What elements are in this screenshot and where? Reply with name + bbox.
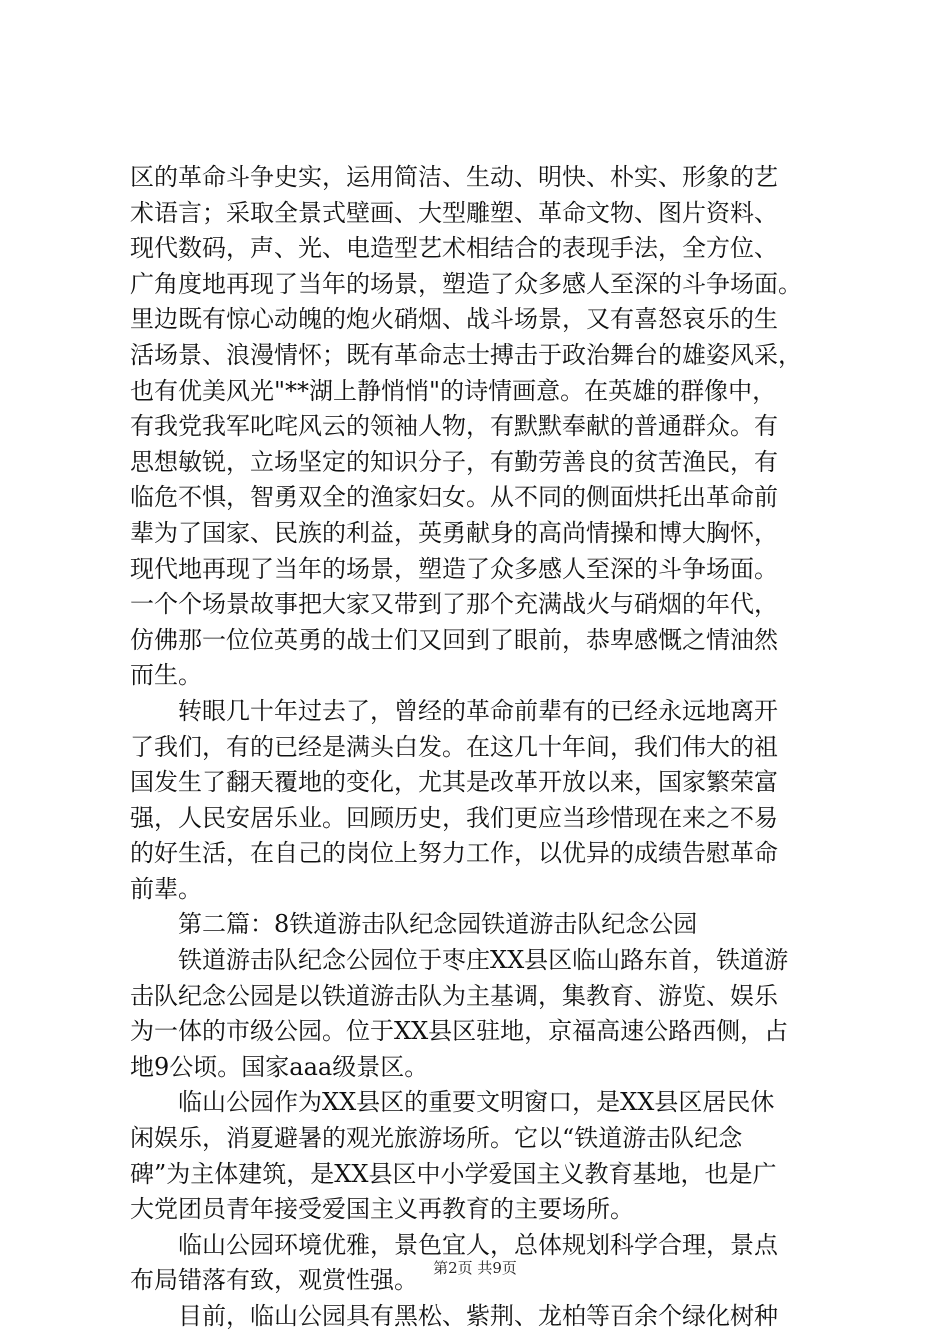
text-line: 现代地再现了当年的场景，塑造了众多感人至深的斗争场面。 — [130, 554, 778, 583]
text-line: 广角度地再现了当年的场景，塑造了众多感人至深的斗争场面。 — [130, 269, 802, 298]
text-line: 布局错落有致，观赏性强。 — [130, 1266, 418, 1295]
text-line: 大党团员青年接受爱国主义再教育的主要场所。 — [130, 1195, 634, 1224]
text-line: 的好生活，在自己的岗位上努力工作，以优异的成绩告慰革命 — [130, 839, 778, 868]
text-line: 击队纪念公园是以铁道游击队为主基调，集教育、游览、娱乐 — [130, 981, 778, 1010]
section-heading: 第二篇：8铁道游击队纪念园铁道游击队纪念公园 — [178, 910, 698, 939]
text-line: 地9公顷。国家aaa级景区。 — [130, 1052, 429, 1081]
text-line: 仿佛那一位位英勇的战士们又回到了眼前，恭卑感慨之情油然 — [130, 625, 778, 654]
text-line: 为一体的市级公园。位于XX县区驻地，京福高速公路西侧，占 — [130, 1017, 789, 1046]
text-line: 也有优美风光"**湖上静悄悄"的诗情画意。在英雄的群像中， — [130, 376, 777, 405]
text-line: 国发生了翻天覆地的变化，尤其是改革开放以来，国家繁荣富 — [130, 768, 778, 797]
text-line: 思想敏锐，立场坚定的知识分子，有勤劳善良的贫苦渔民，有 — [130, 447, 778, 476]
text-line: 辈为了国家、民族的利益，英勇献身的高尚情操和博大胸怀， — [130, 518, 778, 547]
paragraph-start-line: 临山公园环境优雅，景色宜人，总体规划科学合理，景点 — [178, 1230, 778, 1259]
text-line: 而生。 — [130, 661, 202, 690]
paragraph-start-line: 临山公园作为XX县区的重要文明窗口，是XX县区居民休 — [178, 1088, 775, 1117]
text-line: 里边既有惊心动魄的炮火硝烟、战斗场景，又有喜怒哀乐的生 — [130, 305, 778, 334]
body-text — [130, 160, 840, 1335]
paragraph-start-line: 铁道游击队纪念公园位于枣庄XX县区临山路东首，铁道游 — [178, 946, 789, 975]
text-line: 临危不惧，智勇双全的渔家妇女。从不同的侧面烘托出革命前 — [130, 483, 778, 512]
text-line: 了我们，有的已经是满头白发。在这几十年间，我们伟大的祖 — [130, 732, 778, 761]
text-line: 强，人民安居乐业。回顾历史，我们更应当珍惜现在来之不易 — [130, 803, 778, 832]
paragraph-start-line: 转眼几十年过去了，曾经的革命前辈有的已经永远地离开 — [178, 696, 778, 725]
text-line: 区的革命斗争史实，运用简洁、生动、明快、朴实、形象的艺 — [130, 163, 778, 191]
text-line: 闲娱乐，消夏避暑的观光旅游场所。它以“铁道游击队纪念 — [130, 1124, 743, 1153]
text-line: 活场景、浪漫情怀；既有革命志士搏击于政治舞台的雄姿风采， — [130, 340, 802, 369]
text-line: 术语言；采取全景式壁画、大型雕塑、革命文物、图片资料、 — [130, 198, 778, 227]
text-line: 碑”为主体建筑，是XX县区中小学爱国主义教育基地，也是广 — [130, 1159, 777, 1188]
page-number-footer: 第2页 共9页 — [433, 1259, 517, 1277]
paragraph-start-line: 目前，临山公园具有黑松、紫荆、龙柏等百余个绿化树种 — [178, 1302, 778, 1330]
text-line: 有我党我军叱咤风云的领袖人物，有默默奉献的普通群众。有 — [130, 412, 778, 441]
text-line: 前辈。 — [130, 874, 202, 903]
text-line: 现代数码，声、光、电造型艺术相结合的表现手法，全方位、 — [130, 234, 778, 263]
text-line: 一个个场景故事把大家又带到了那个充满战火与硝烟的年代， — [130, 590, 778, 619]
